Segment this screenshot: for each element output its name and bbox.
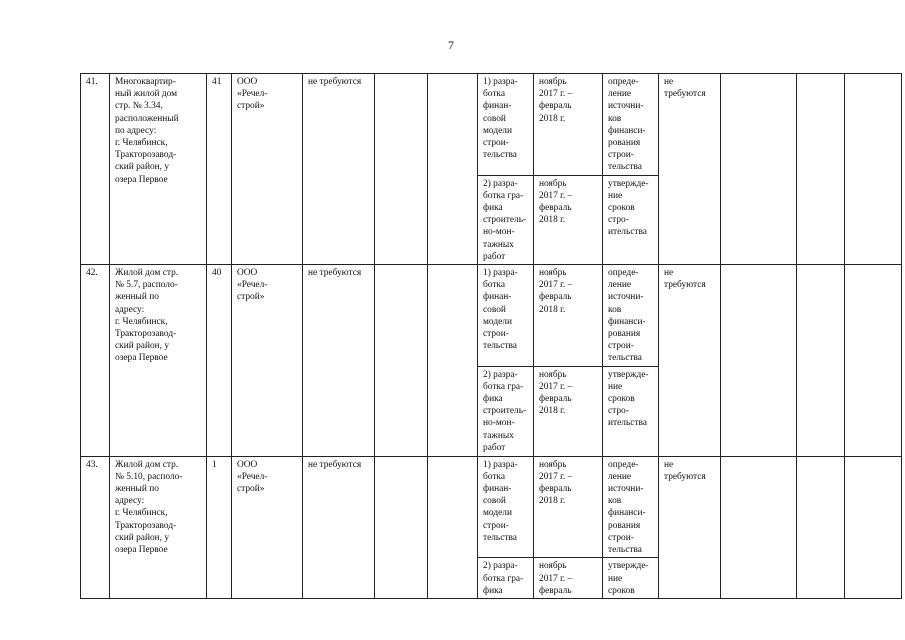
empty-cell <box>845 265 902 457</box>
result: опреде- ление источни- ков финанси- рования строи- тельства <box>603 265 659 367</box>
table-row <box>81 265 902 367</box>
row-number: 43. <box>81 456 110 598</box>
quantity: 1 <box>207 456 232 598</box>
quantity: 40 <box>207 265 232 457</box>
row-number: 41. <box>81 74 110 265</box>
empty-cell <box>797 456 845 598</box>
task: 2) разра- ботка гра- фика <box>478 558 534 599</box>
empty-cell <box>797 74 845 265</box>
period: ноябрь 2017 г. – февраль 2018 г. <box>534 366 603 456</box>
period: ноябрь 2017 г. – февраль 2018 г. <box>534 175 603 264</box>
empty-cell <box>428 74 478 265</box>
result: опреде- ление источни- ков финанси- рования строи- тельства <box>603 74 659 176</box>
task: 1) разра- ботка финан- совой модели строи- тельства <box>478 265 534 367</box>
requirement: не требуются <box>303 74 375 265</box>
empty-cell <box>721 265 797 457</box>
task: 2) разра- ботка гра- фика строитель- но-мон- тажных работ <box>478 175 534 264</box>
task: 1) разра- ботка финан- совой модели строи- тельства <box>478 74 534 176</box>
requirement: не требуются <box>303 265 375 457</box>
page-number: 7 <box>448 38 454 52</box>
status: не требуются <box>659 456 721 598</box>
period: ноябрь 2017 г. – февраль <box>534 558 603 599</box>
empty-cell <box>721 456 797 598</box>
developer: ООО «Речел- строй» <box>232 456 303 598</box>
empty-cell <box>375 456 428 598</box>
developer: ООО «Речел- строй» <box>232 265 303 457</box>
empty-cell <box>428 456 478 598</box>
result: утвержде- ние сроков стро- ительства <box>603 175 659 264</box>
quantity: 41 <box>207 74 232 265</box>
result: утвержде- ние сроков <box>603 558 659 599</box>
status: не требуются <box>659 265 721 457</box>
period: ноябрь 2017 г. – февраль 2018 г. <box>534 74 603 176</box>
period: ноябрь 2017 г. – февраль 2018 г. <box>534 265 603 367</box>
empty-cell <box>375 265 428 457</box>
task: 2) разра- ботка гра- фика строитель- но-мон- тажных работ <box>478 366 534 456</box>
object-name: Жилой дом стр. № 5.10, располо- женный по адресу: г. Челябинск, Тракторозавод- ский район, у озера Первое <box>110 456 207 598</box>
empty-cell <box>375 74 428 265</box>
empty-cell <box>845 456 902 598</box>
table-row <box>81 74 902 176</box>
status: не требуются <box>659 74 721 265</box>
row-number: 42. <box>81 265 110 457</box>
requirement: не требуются <box>303 456 375 598</box>
task: 1) разра- ботка финан- совой модели строи- тельства <box>478 456 534 558</box>
table-row <box>81 456 902 558</box>
developer: ООО «Речел- строй» <box>232 74 303 265</box>
result: опреде- ление источни- ков финанси- рования строи- тельства <box>603 456 659 558</box>
result: утвержде- ние сроков стро- ительства <box>603 366 659 456</box>
empty-cell <box>845 74 902 265</box>
empty-cell <box>428 265 478 457</box>
empty-cell <box>721 74 797 265</box>
project-table <box>80 73 902 599</box>
object-name: Многоквартир- ный жилой дом стр. № 3.34, расположенный по адресу: г. Челябинск, Тракторозавод- ский район, у озера Первое <box>110 74 207 265</box>
object-name: Жилой дом стр. № 5.7, располо- женный по адресу: г. Челябинск, Тракторозавод- ский район, у озера Первое <box>110 265 207 457</box>
empty-cell <box>797 265 845 457</box>
period: ноябрь 2017 г. – февраль 2018 г. <box>534 456 603 558</box>
